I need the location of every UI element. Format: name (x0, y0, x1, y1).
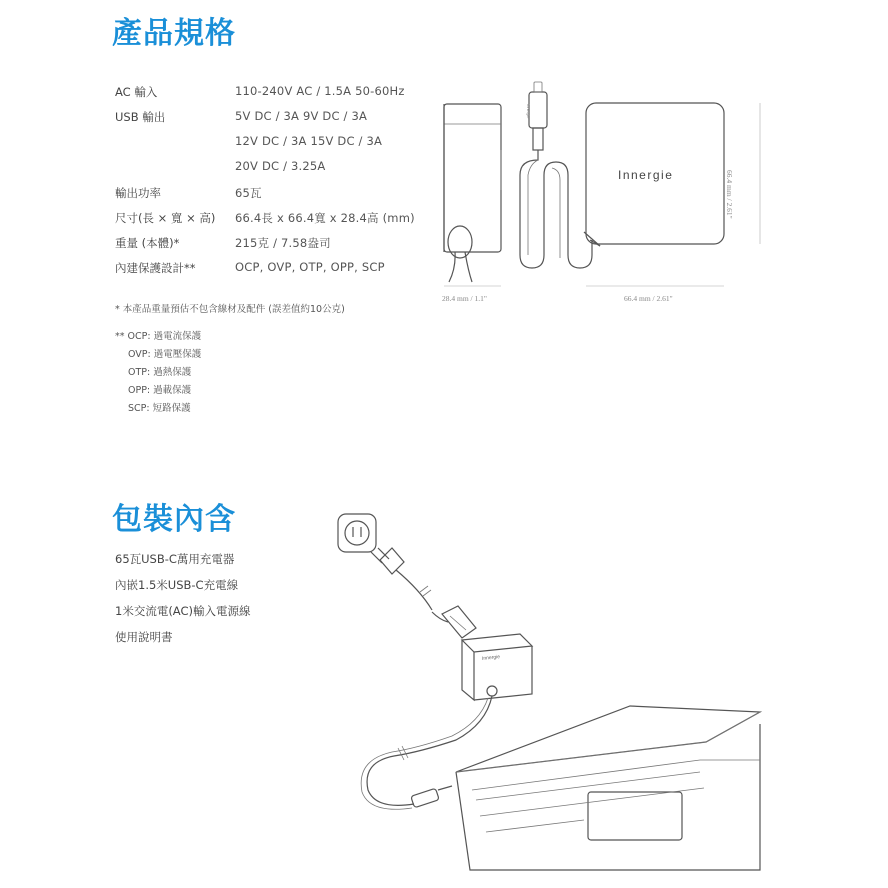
diagram-brand-logo: Innergie (618, 168, 674, 182)
charger-adapter-icon (462, 634, 532, 700)
spec-label: 重量 (本體)* (115, 236, 180, 250)
spec-value: 215克 / 7.58盎司 (235, 236, 331, 250)
spec-value: 5V DC / 3A 9V DC / 3A (235, 109, 368, 123)
spec-value: 12V DC / 3A 15V DC / 3A (235, 134, 383, 148)
package-item-usb-cable: 內嵌1.5米USB-C充電線 (115, 578, 239, 592)
adapter-brand-label: Innergie (481, 654, 501, 662)
protection-note-ocp: ** OCP: 過電流保護 (115, 331, 202, 342)
laptop-icon (456, 706, 760, 870)
ac-plug-icon (371, 548, 432, 610)
specs-section-title: 產品規格 (112, 16, 236, 51)
height-label: 66.4 mm / 2.61" (725, 170, 734, 219)
protection-note-otp: OTP: 過熱保護 (128, 367, 192, 378)
spec-value: 65瓦 (235, 186, 262, 200)
spec-label: 尺寸(長 × 寬 × 高) (115, 211, 216, 225)
package-item-charger: 65瓦USB-C萬用充電器 (115, 552, 235, 566)
spec-value: 66.4長 x 66.4寬 x 28.4高 (mm) (235, 211, 415, 225)
spec-value: 110-240V AC / 1.5A 50-60Hz (235, 84, 405, 98)
spec-label: AC 輸入 (115, 85, 158, 99)
package-item-ac-cord: 1米交流電(AC)輸入電源線 (115, 604, 251, 618)
protection-note-opp: OPP: 過載保護 (128, 385, 192, 396)
protection-note-ovp: OVP: 過電壓保護 (128, 349, 202, 360)
package-item-manual: 使用說明書 (115, 630, 173, 644)
front-width-label: 66.4 mm / 2.61" (624, 294, 673, 303)
spec-label: 輸出功率 (115, 186, 161, 200)
spec-label: 內建保護設計** (115, 261, 196, 275)
side-width-label: 28.4 mm / 1.1" (442, 294, 487, 303)
wall-outlet-icon (338, 514, 376, 552)
package-section-title: 包裝內含 (112, 502, 236, 537)
weight-footnote: * 本產品重量預估不包含線材及配件 (誤差值約10公克) (115, 304, 345, 315)
spec-label: USB 輸出 (115, 110, 166, 124)
spec-value: 20V DC / 3.25A (235, 159, 326, 173)
spec-value: OCP, OVP, OTP, OPP, SCP (235, 260, 385, 274)
protection-note-scp: SCP: 短路保護 (128, 403, 191, 414)
cable-tag-label: Innergie (526, 104, 531, 119)
ac-connector-icon (432, 606, 476, 638)
usb-c-cable-icon (361, 696, 492, 809)
